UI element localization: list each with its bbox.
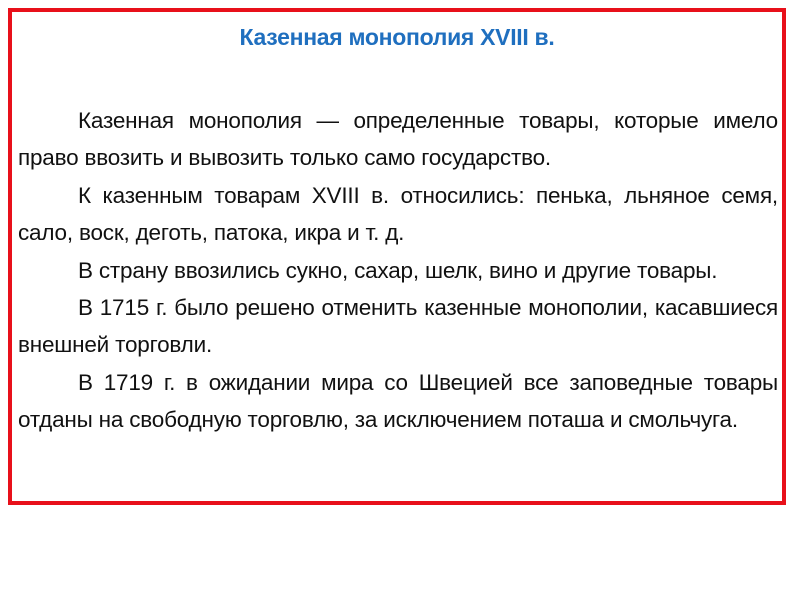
- paragraph-imports: В страну ввозились сукно, сахар, шелк, вино и другие товары.: [78, 257, 718, 283]
- paragraph-goods-list: К казенным товарам XVIII в. относились: пенька, льняное семя, сало, воск, деготь, патока, икра и т. д.: [18, 182, 778, 246]
- paragraph-1719: В 1719 г. в ожидании мира со Швецией все заповедные товары отданы на свободную торговлю, за исключением поташа и смольчуга.: [18, 369, 778, 433]
- paragraph-definition: Казенная монополия — определенные товары, которые имело право ввозить и вывозить только само государство.: [18, 108, 778, 171]
- content-frame: [8, 8, 786, 505]
- paragraph-1715: В 1715 г. было решено отменить казенные монополии, касавшиеся внешней торговли.: [18, 295, 778, 358]
- slide-body: [18, 102, 778, 439]
- slide-title: Казенная монополия XVIII в.: [239, 24, 555, 50]
